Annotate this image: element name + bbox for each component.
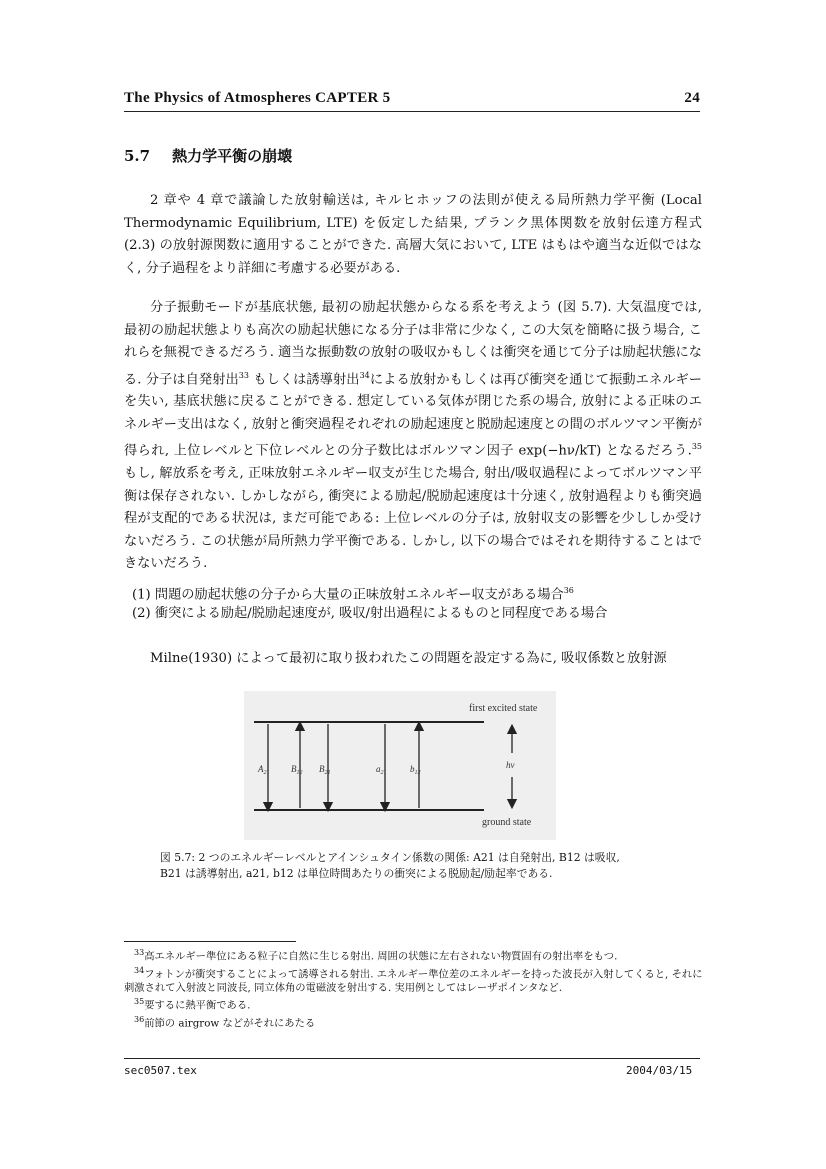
label-hv: hν	[506, 760, 515, 770]
paragraph-2: 分子振動モードが基底状態, 最初の励起状態からなる系を考えよう (図 5.7). 大気温度では, 最初の励起状態よりも高次の励起状態になる分子は非常に少なく, この大気を簡略に扱う場合, これらを無視できるだろう. 適当な振動数の放射の吸収かもしくは衝突を通じて分子は励起状態になる. 分子は自発射出$^{33}$ もしくは誘導射出$^{34}$による放射かもしくは再び衝突を通じて振動エネルギーを失い, 基底状態に戻ることができる. 想定している気体が閉じた系の場合, 放射による正味のエネルギー支出はなく, 放射と衝突過程それぞれの励起速度と脱励起速度との間のボルツマン平衡が得られ, 上位レベルと下位レベルとの分子数比はボルツマン因子 exp(−hν/kT) となるだろう.$^{35}$ もし, 解放系を考え, 正味放射エネルギー収支が生じた場合, 射出/吸収過程によってボルツマン平衡は保存されない. しかしながら, 衝突による励起/脱励起速度は十分速く, 放射過程よりも衝突過程が支配的である状況は, まだ可能である: 上位レベルの分子は, 放射収支の影響を少ししか受けないだろう. この状態が局所熱力学平衡である. しかし, 以下の場合ではそれを期待することはできないだろう.	[124, 300, 702, 572]
list-item: (2) 衝突による励起/脱励起速度が, 吸収/射出過程によるものと同程度である場合	[132, 606, 608, 621]
section-title: 熱力学平衡の崩壊	[172, 147, 293, 165]
footnote-35: $^{35}$要するに熱平衡である.	[134, 997, 251, 1012]
figure-caption: 図 5.7: 2 つのエネルギーレベルとアインシュタイン係数の関係: A21 は自発射出, B12 は吸収, B21 は誘導射出, a21, b12 は単位時間あたりの衝突による脱励起/励起率である.	[160, 851, 620, 880]
footnote-36: $^{36}$前節の airgrow などがそれにあたる	[134, 1015, 316, 1030]
section-heading	[124, 145, 292, 166]
label-A21: $A_{21}$	[258, 764, 270, 776]
energy-level-diagram	[244, 691, 556, 840]
energy-level-figure	[244, 691, 556, 840]
header-title: The Physics of Atmospheres CAPTER 5	[124, 90, 391, 106]
footer-date: 2004/03/15	[626, 1064, 693, 1077]
footnote-rule	[124, 941, 296, 942]
footer-filename: sec0507.tex	[124, 1064, 197, 1077]
footnote-ref-34[interactable]: 34	[359, 370, 370, 380]
first-excited-state-label: first excited state	[469, 703, 538, 714]
section-number: 5.7	[124, 147, 151, 165]
list-item: (1) 問題の励起状態の分子から大量の正味放射エネルギー収支がある場合$^{36}$	[132, 586, 574, 603]
footnote-ref-33[interactable]: 33	[238, 370, 249, 380]
footnote-ref-36[interactable]: 36	[563, 586, 574, 595]
paragraph-3: Milne(1930) によって最初に取り扱われたこの問題を設定する為に, 吸収係数と放射源	[150, 651, 667, 666]
label-B21: $B_{21}$	[319, 764, 331, 776]
paragraph-1: 2 章や 4 章で議論した放射輸送は, キルヒホッフの法則が使える局所熱力学平衡 (Local Thermodynamic Equilibrium, LTE) を仮定した結果, プランク黒体関数を放射伝達方程式 (2.3) の放射源関数に適用することができた. 高層大気において, LTE はもはや適当な近似ではなく, 分子過程をより詳細に考慮する必要がある.	[124, 193, 702, 276]
label-b12: $b_{12}$	[410, 764, 421, 776]
footnote-ref-35[interactable]: 35	[691, 442, 702, 452]
label-a21: $a_{21}$	[376, 764, 387, 776]
page-number: 24	[684, 90, 700, 106]
header-rule	[124, 111, 700, 112]
ground-state-label: ground state	[482, 817, 532, 828]
running-header	[124, 90, 700, 107]
footnote-33: $^{33}$高エネルギー準位にある粒子に自然に生じる射出. 周囲の状態に左右されない物質固有の射出率をもつ.	[134, 948, 618, 963]
label-B12: $B_{12}$	[291, 764, 303, 776]
footer-rule	[124, 1058, 700, 1059]
footnotes	[124, 946, 706, 1031]
footnote-34: $^{34}$フォトンが衝突することによって誘導される射出. エネルギー準位差のエネルギーを持った波長が入射してくると, それに刺激されて入射波と同波長, 同立体角の電磁波を射出する. 実用例としてはレーザポインタなど.	[124, 965, 703, 994]
